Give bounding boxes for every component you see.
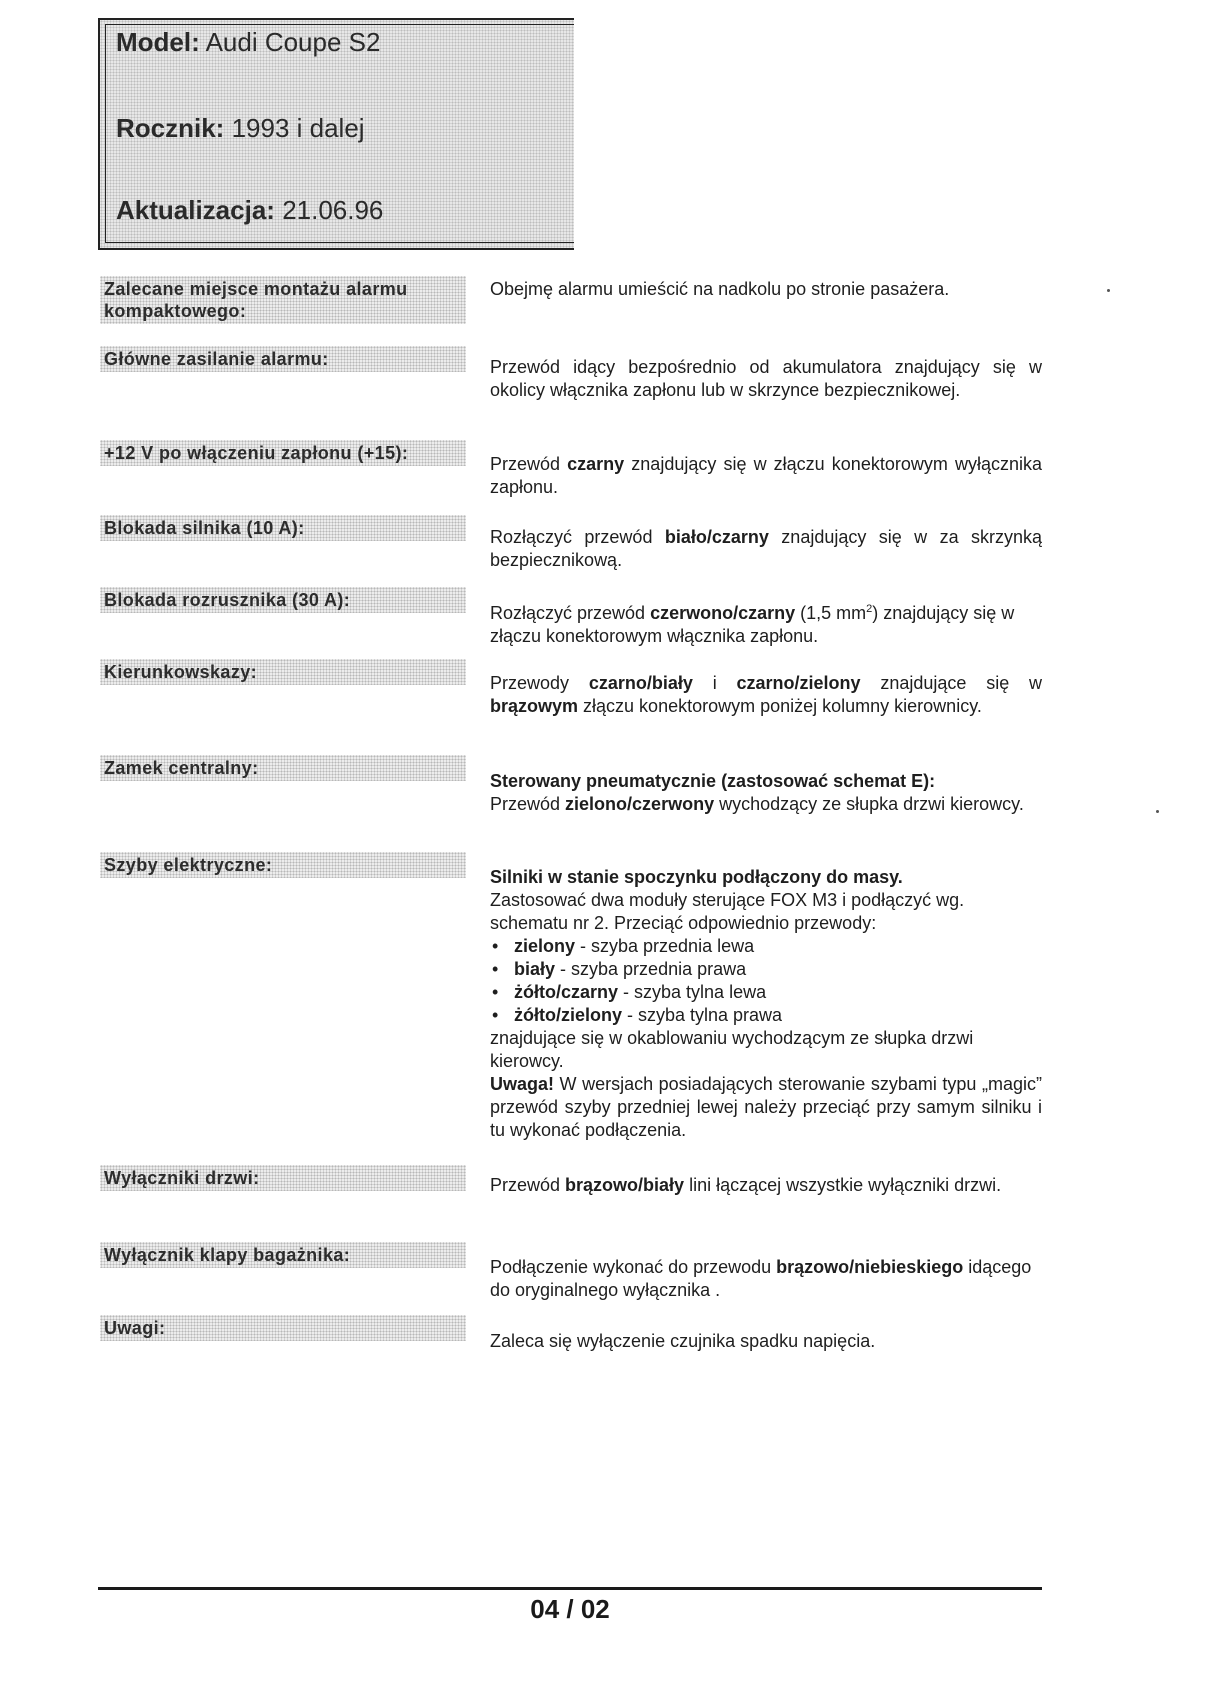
header-inner-frame [105,24,574,243]
starter-block-sup: 2 [866,603,873,615]
indicators-connector-color: brązowym [490,696,579,716]
ignition-wire-color: czarny [567,454,625,474]
engine-block-t1: Rozłączyć przewód [490,527,665,547]
label-trunk-switch [100,1242,466,1268]
label-trunk-switch-text: Wyłącznik klapy bagażnika: [104,1245,351,1265]
label-central-lock [100,755,466,781]
label-mount-location [100,276,466,324]
list-item [490,935,1042,958]
label-engine-block-text: Blokada silnika (10 A): [104,518,305,538]
engine-block-wire-color: biało/czarny [664,527,769,547]
indicators-wire-2: czarno/zielony [736,673,861,693]
label-door-switches-text: Wyłączniki drzwi: [104,1168,260,1188]
central-lock-t2: wychodzący ze słupka drzwi kierowcy. [714,794,1024,814]
wire-color: biały [514,959,556,979]
wire-color: zielony [514,936,576,956]
label-starter-block [100,587,466,613]
indicators-text [490,672,1042,718]
starter-block-t3: ) znajdujący się w złączu konektorowym włącznika zapłonu. [490,603,1015,646]
starter-block-t1: Rozłączyć przewód [490,603,651,623]
windows-wire-list [490,935,1042,1027]
windows-intro: Zastosować dwa moduły sterujące FOX M3 i podłączyć wg. schematu nr 2. Przeciąć odpowiednio przewody: [490,890,965,933]
central-lock-wire-color: zielono/czerwony [565,794,715,814]
model-value: Audi Coupe S2 [205,27,381,57]
ignition-text [490,453,1042,499]
value-engine-block [490,526,1042,572]
trunk-switch-t1: Podłączenie wykonać do przewodu [490,1257,777,1277]
value-electric-windows [490,866,1042,1142]
windows-note-text: W wersjach posiadających sterowanie szybami typu „magic” przewód szyby przedniej lewej należy przeciąć przy samym silniku i tu wykonać podłączenia. [490,1074,1042,1140]
update-label: Aktualizacja: [116,195,275,225]
central-lock-t1: Przewód [490,794,566,814]
trunk-switch-wire-color: brązowo/niebieskiego [776,1257,964,1277]
list-item [490,1004,1042,1027]
year-label: Rocznik: [116,113,225,143]
label-electric-windows-text: Szyby elektryczne: [104,855,273,875]
door-switches-wire-color: brązowo/biały [565,1175,685,1195]
mount-text: Obejmę alarmu umieścić na nadkolu po stronie pasażera. [490,279,950,299]
indicators-t4: złączu konektorowym poniżej kolumny kierownicy. [578,696,982,716]
label-indicators [100,659,466,685]
door-switches-t2: lini łączącej wszystkie wyłączniki drzwi. [684,1175,1002,1195]
indicators-t3: znajdujące się w [860,673,1042,693]
model-line [116,27,380,58]
footer-divider [98,1587,1042,1590]
wire-color: żółto/czarny [514,982,619,1002]
label-mount-line1: Zalecane miejsce montażu alarmu [104,279,408,299]
wire-description: - szyba przednia prawa [555,959,747,979]
label-notes [100,1315,466,1341]
page-number: 04 / 02 [530,1594,610,1624]
notes-text: Zaleca się wyłączenie czujnika spadku napięcia. [490,1331,876,1351]
label-mount-line2: kompaktowego: [104,301,247,321]
label-door-switches [100,1165,466,1191]
label-ignition-text: +12 V po włączeniu zapłonu (+15): [104,443,409,463]
update-line [116,195,383,226]
scan-speck [1156,810,1159,813]
starter-block-t2: (1,5 mm [795,603,867,623]
wire-description: - szyba tylna lewa [618,982,767,1002]
scan-speck [1107,289,1110,292]
value-starter-block [490,598,1042,648]
windows-note-label: Uwaga! [490,1074,555,1094]
value-notes [490,1330,1042,1353]
header-box [98,18,574,250]
label-indicators-text: Kierunkowskazy: [104,662,258,682]
indicators-t2: i [692,673,737,693]
list-item [490,981,1042,1004]
label-electric-windows [100,852,466,878]
indicators-t1: Przewody [490,673,589,693]
model-label: Model: [116,27,200,57]
starter-block-text [490,598,1042,648]
value-ignition [490,453,1042,499]
starter-block-wire-color: czerwono/czarny [650,603,796,623]
wire-color: żółto/zielony [514,1005,622,1025]
list-item [490,958,1042,981]
ignition-t1: Przewód [490,454,568,474]
engine-block-t2: znajdujący się w za skrzynką bezpiecznikową. [490,527,1042,570]
label-starter-block-text: Blokada rozrusznika (30 A): [104,590,351,610]
year-value: 1993 i dalej [231,113,365,143]
year-line [116,113,365,144]
label-main-power [100,346,466,372]
value-mount-location [490,278,1042,301]
central-lock-text [490,793,1042,816]
windows-note [490,1073,1042,1142]
central-lock-heading [490,770,1042,793]
main-power-text: Przewód idący bezpośrednio od akumulatora znajdujący się w okolicy włącznika zapłonu lub w skrzynce bezpiecznikowej. [490,357,1042,400]
update-value: 21.06.96 [282,195,384,225]
ignition-t2: znajdujący się w złączu konektorowym wyłącznika zapłonu. [490,454,1042,497]
wire-description: - szyba tylna prawa [622,1005,783,1025]
value-indicators [490,672,1042,718]
label-engine-block [100,515,466,541]
value-door-switches [490,1174,1042,1197]
door-switches-text [490,1174,1042,1197]
windows-heading-text: Silniki w stanie spoczynku podłączony do masy. [490,867,903,887]
trunk-switch-text [490,1256,1042,1302]
trunk-switch-t2: idącego do oryginalnego wyłącznika . [490,1257,1032,1300]
door-switches-t1: Przewód [490,1175,566,1195]
engine-block-text [490,526,1042,572]
label-central-lock-text: Zamek centralny: [104,758,259,778]
label-notes-text: Uwagi: [104,1318,166,1338]
label-ignition [100,440,466,466]
indicators-wire-1: czarno/biały [588,673,693,693]
label-main-power-text: Główne zasilanie alarmu: [104,349,329,369]
windows-after-text: znajdujące się w okablowaniu wychodzącym ze słupka drzwi kierowcy. [490,1028,974,1071]
wire-description: - szyba przednia lewa [575,936,755,956]
value-main-power [490,356,1042,402]
value-central-lock [490,770,1042,816]
central-lock-heading-text: Sterowany pneumatycznie (zastosować schemat E): [490,771,936,791]
windows-heading [490,866,1042,889]
value-trunk-switch [490,1256,1042,1302]
